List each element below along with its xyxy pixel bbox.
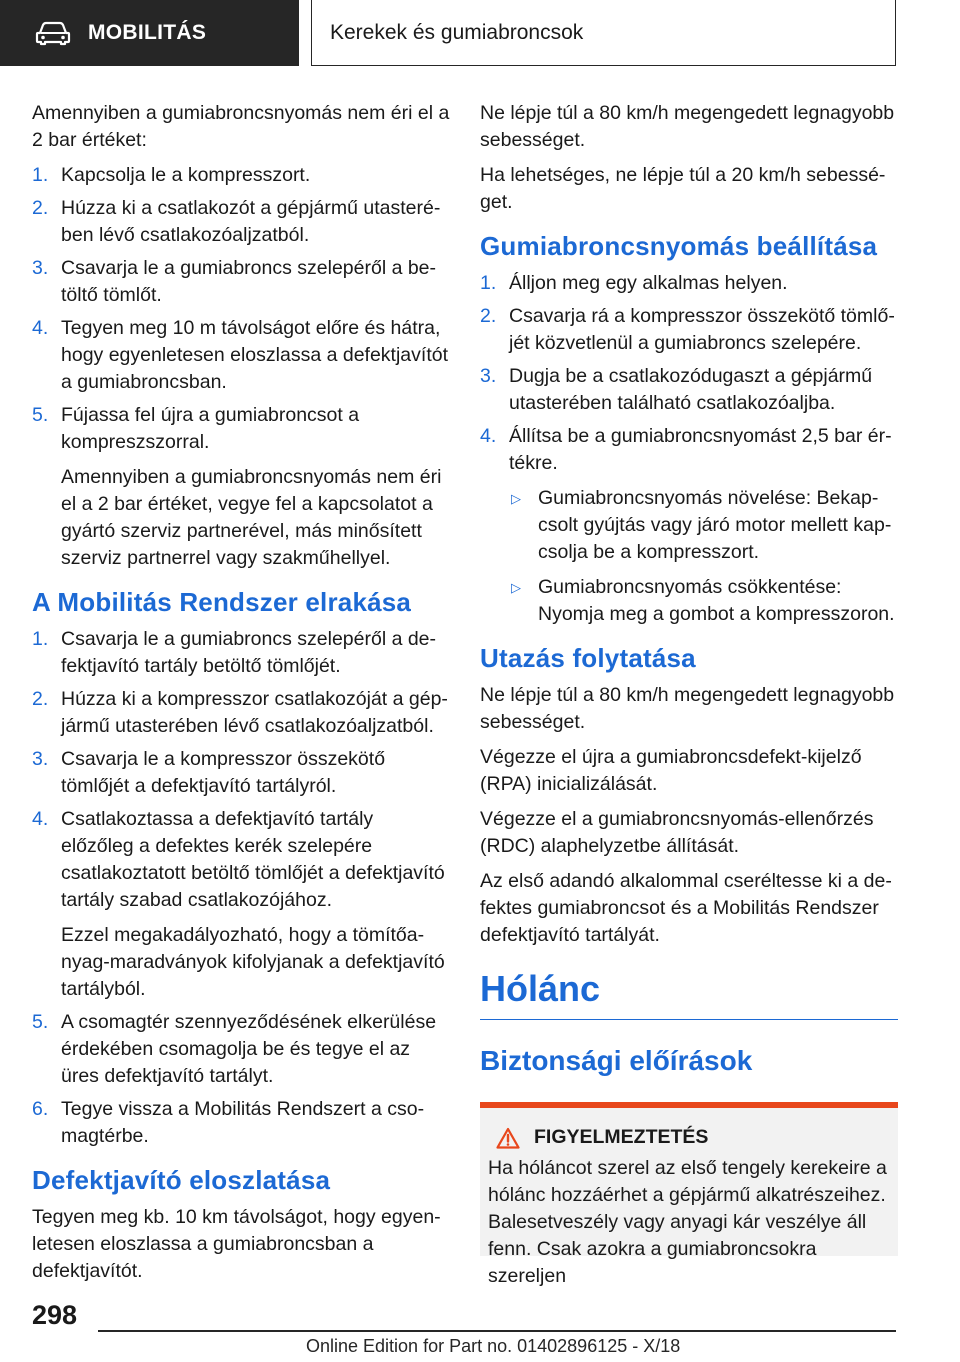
list-item: 1. Csavarja le a gumiabroncs szelepéről a defektjavító tartály betöltő tömlőjét. (32, 628, 437, 677)
footer-divider (98, 1330, 896, 1332)
list-item: 4. Csatlakoztassa a defektjavító tartály előzőleg a defektes kerék szelepére csatlakoztatott betöltő tömlőjét a defektjavító tartály szabad csatlakozójához. Ezzel megakadályozható, hogy a tömítőanyag-maradványok kifolyjanak a defektjavító tartályból. (32, 808, 445, 1000)
left-column (32, 100, 450, 1293)
refill-steps (32, 162, 450, 572)
speed-paragraph: Ne lépje túl a 80 km/h megengedett legnagyobb sebességet. (480, 102, 895, 151)
distribute-paragraph: Tegyen meg kb. 10 km távolságot, hogy egyenletesen eloszlassa a gumiabroncsban a defektjavítót. (32, 1206, 441, 1282)
list-item: 1. Álljon meg egy alkalmas helyen. (480, 272, 788, 294)
section-label: MOBILITÁS (88, 21, 207, 44)
list-item: 3. Csavarja le a gumiabroncs szelepéről a betöltő tömlőt. (32, 257, 437, 306)
pressure-bullets (509, 485, 898, 628)
list-item: 4. Állítsa be a gumiabroncsnyomást 2,5 bar értékre. ▷ Gumiabroncsnyomás növelése: Bekapcsolt gyújtás vagy járó motor mellett kapcsolja be a kompresszort. ▷ Gumiabroncsnyomás csökkentése: Nyomja meg a gombot a kompresszoron. (480, 423, 898, 628)
list-item: 6. Tegye vissza a Mobilitás Rendszert a csomagtérbe. (32, 1098, 425, 1147)
warning-triangle-icon (496, 1127, 520, 1149)
list-item: 4. Tegyen meg 10 m távolságot előre és hátra, hogy egyenletesen eloszlassa a defektjavítót a gumiabroncsban. (32, 317, 449, 393)
warning-header (488, 1126, 890, 1149)
chapter-title: Hólánc (480, 967, 898, 1020)
safety-heading: Biztonsági előírások (480, 1045, 753, 1076)
triangle-bullet-icon: ▷ (511, 580, 521, 595)
list-item: 5. A csomagtér szennyeződésének elkerülése érdekében csomagolja be és tegye el az üres defektjavító tartályt. (32, 1011, 437, 1087)
page-number: 298 (32, 1300, 78, 1330)
section-tab[interactable] (0, 0, 299, 66)
continue-paragraph: Ne lépje túl a 80 km/h megengedett legnagyobb sebességet. (480, 684, 895, 733)
list-item: 3. Dugja be a csatlakozódugaszt a gépjármű utasterében található csatlakozóaljba. (480, 365, 873, 414)
intro-paragraph: Amennyiben a gumiabroncsnyomás nem éri el a 2 bar értéket: (32, 102, 450, 151)
list-item: ▷ Gumiabroncsnyomás növelése: Bekapcsolt gyújtás vagy járó motor mellett kapcsolja be a kompresszort. (511, 487, 892, 563)
car-icon (36, 21, 70, 45)
list-item: 5. Fújassa fel újra a gumiabroncsot a kompreszszorral. Amennyiben a gumiabroncsnyomás nem éri el a 2 bar értéket, vegye fel a kapcsolatot a gyártó szerviz partnerével, más minősített szerviz partnerrel vagy szakműhellyel. (32, 404, 442, 569)
continue-paragraph: Az első adandó alkalommal cseréltesse ki a defektes gumiabroncsot és a Mobilitás Rendszer defektjavító tartályát. (480, 870, 892, 946)
chapter-tab[interactable]: Kerekek és gumiabroncsok (311, 0, 896, 66)
triangle-bullet-icon: ▷ (511, 491, 521, 506)
warning-title: FIGYELMEZTETÉS (534, 1126, 709, 1148)
warning-box (480, 1102, 898, 1287)
list-item: 1. Kapcsolja le a kompresszort. (32, 164, 311, 186)
right-column (480, 100, 898, 1287)
page-header (0, 0, 960, 66)
stowing-steps (32, 626, 450, 1150)
speed-paragraph-2: Ha lehetséges, ne lépje túl a 20 km/h sebességet. (480, 164, 886, 213)
heading-stowing: A Mobilitás Rendszer elrakása (32, 587, 412, 617)
list-item: ▷ Gumiabroncsnyomás csökkentése: Nyomja meg a gombot a kompresszoron. (511, 576, 895, 625)
heading-distribute: Defektjavító eloszlatása (32, 1165, 331, 1195)
warning-text: Ha hóláncot szerel az első tengely kerekeire a hólánc hozzáérhet a gépjármű alkatrészeihez. Balesetveszély vagy anyagi kár veszélye áll fenn. Csak azokra a gumiabroncsokra szereljen (488, 1157, 887, 1287)
edition-text: Online Edition for Part no. 01402896125 - X/18 (306, 1336, 681, 1356)
heading-pressure: Gumiabroncsnyomás beállítása (480, 231, 878, 261)
heading-continue: Utazás folytatása (480, 643, 696, 673)
continue-paragraph: Végezze el újra a gumiabroncsdefekt-kijelző (RPA) inicializálását. (480, 746, 862, 795)
list-item: 3. Csavarja le a kompresszor összekötő tömlőjét a defektjavító tartályról. (32, 748, 386, 797)
pressure-steps (480, 270, 898, 628)
list-item: 2. Csavarja rá a kompresszor összekötő tömlőjét közvetlenül a gumiabroncs szelepére. (480, 305, 895, 354)
list-item: 2. Húzza ki a kompresszor csatlakozóját a gépjármű utasterében lévő csatlakozóaljzatból. (32, 688, 448, 737)
list-item: 2. Húzza ki a csatlakozót a gépjármű utasterében lévő csatlakozóaljzatból. (32, 197, 441, 246)
continue-paragraph: Végezze el a gumiabroncsnyomás-ellenőrzés (RDC) alaphelyzetbe állítását. (480, 808, 874, 857)
